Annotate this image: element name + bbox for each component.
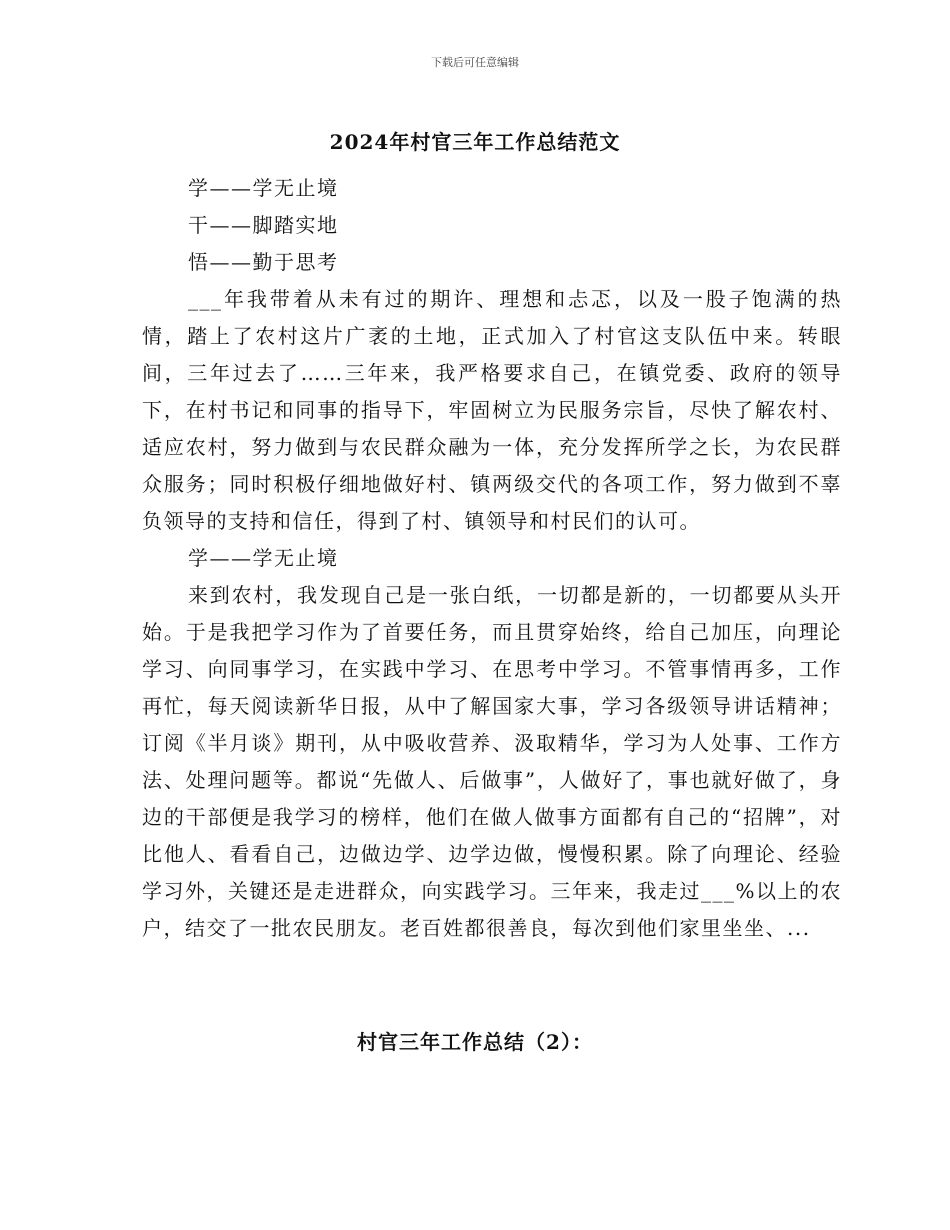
section-heading: 学——学无止境 [188, 546, 339, 570]
next-section-heading: 村官三年工作总结（2）： [357, 1030, 593, 1054]
motto-learn: 学——学无止境 [188, 176, 339, 200]
motto-do: 干——脚踏实地 [188, 213, 339, 237]
section-paragraph: 来到农村，我发现自己是一张白纸，一切都是新的，一切都要从头开始。于是我把学习作为了首要任务，而且贯穿始终，给自己加压，向理论学习、向同事学习，在实践中学习、在思考中学习。不管事情再多，工作再忙，每天阅读新华日报，从中了解国家大事，学习各级领导讲话精神；订阅《半月谈》期刊，从中吸收营养、汲取精华，学习为人处事、工作方法、处理问题等。都说“先做人、后做事”，人做好了，事也就好做了，身边的干部便是我学习的榜样，他们在做人做事方面都有自己的“招牌”，对比他人、看看自己，边做边学、边学边做，慢慢积累。除了向理论、经验学习外，关键还是走进群众，向实践学习。三年来，我走过___%以上的农户，结交了一批农民朋友。老百姓都很善良，每次到他们家里坐坐、... [142, 583, 843, 940]
motto-realize: 悟——勤于思考 [188, 250, 339, 274]
intro-paragraph: ___年我带着从未有过的期许、理想和忐忑，以及一股子饱满的热情，踏上了农村这片广袤的土地，正式加入了村官这支队伍中来。转眼间，三年过去了……三年来，我严格要求自己，在镇党委、政府的领导下，在村书记和同事的指导下，牢固树立为民服务宗旨，尽快了解农村、适应农村，努力做到与农民群众融为一体，充分发挥所学之长，为农民群众服务；同时积极仔细地做好村、镇两级交代的各项工作，努力做到不辜负领导的支持和信任，得到了村、镇领导和村民们的认可。 [142, 287, 842, 533]
header-note: 下载后可任意编辑 [431, 56, 519, 69]
document-title: 2024年村官三年工作总结范文 [329, 130, 621, 154]
document-body [142, 170, 842, 947]
